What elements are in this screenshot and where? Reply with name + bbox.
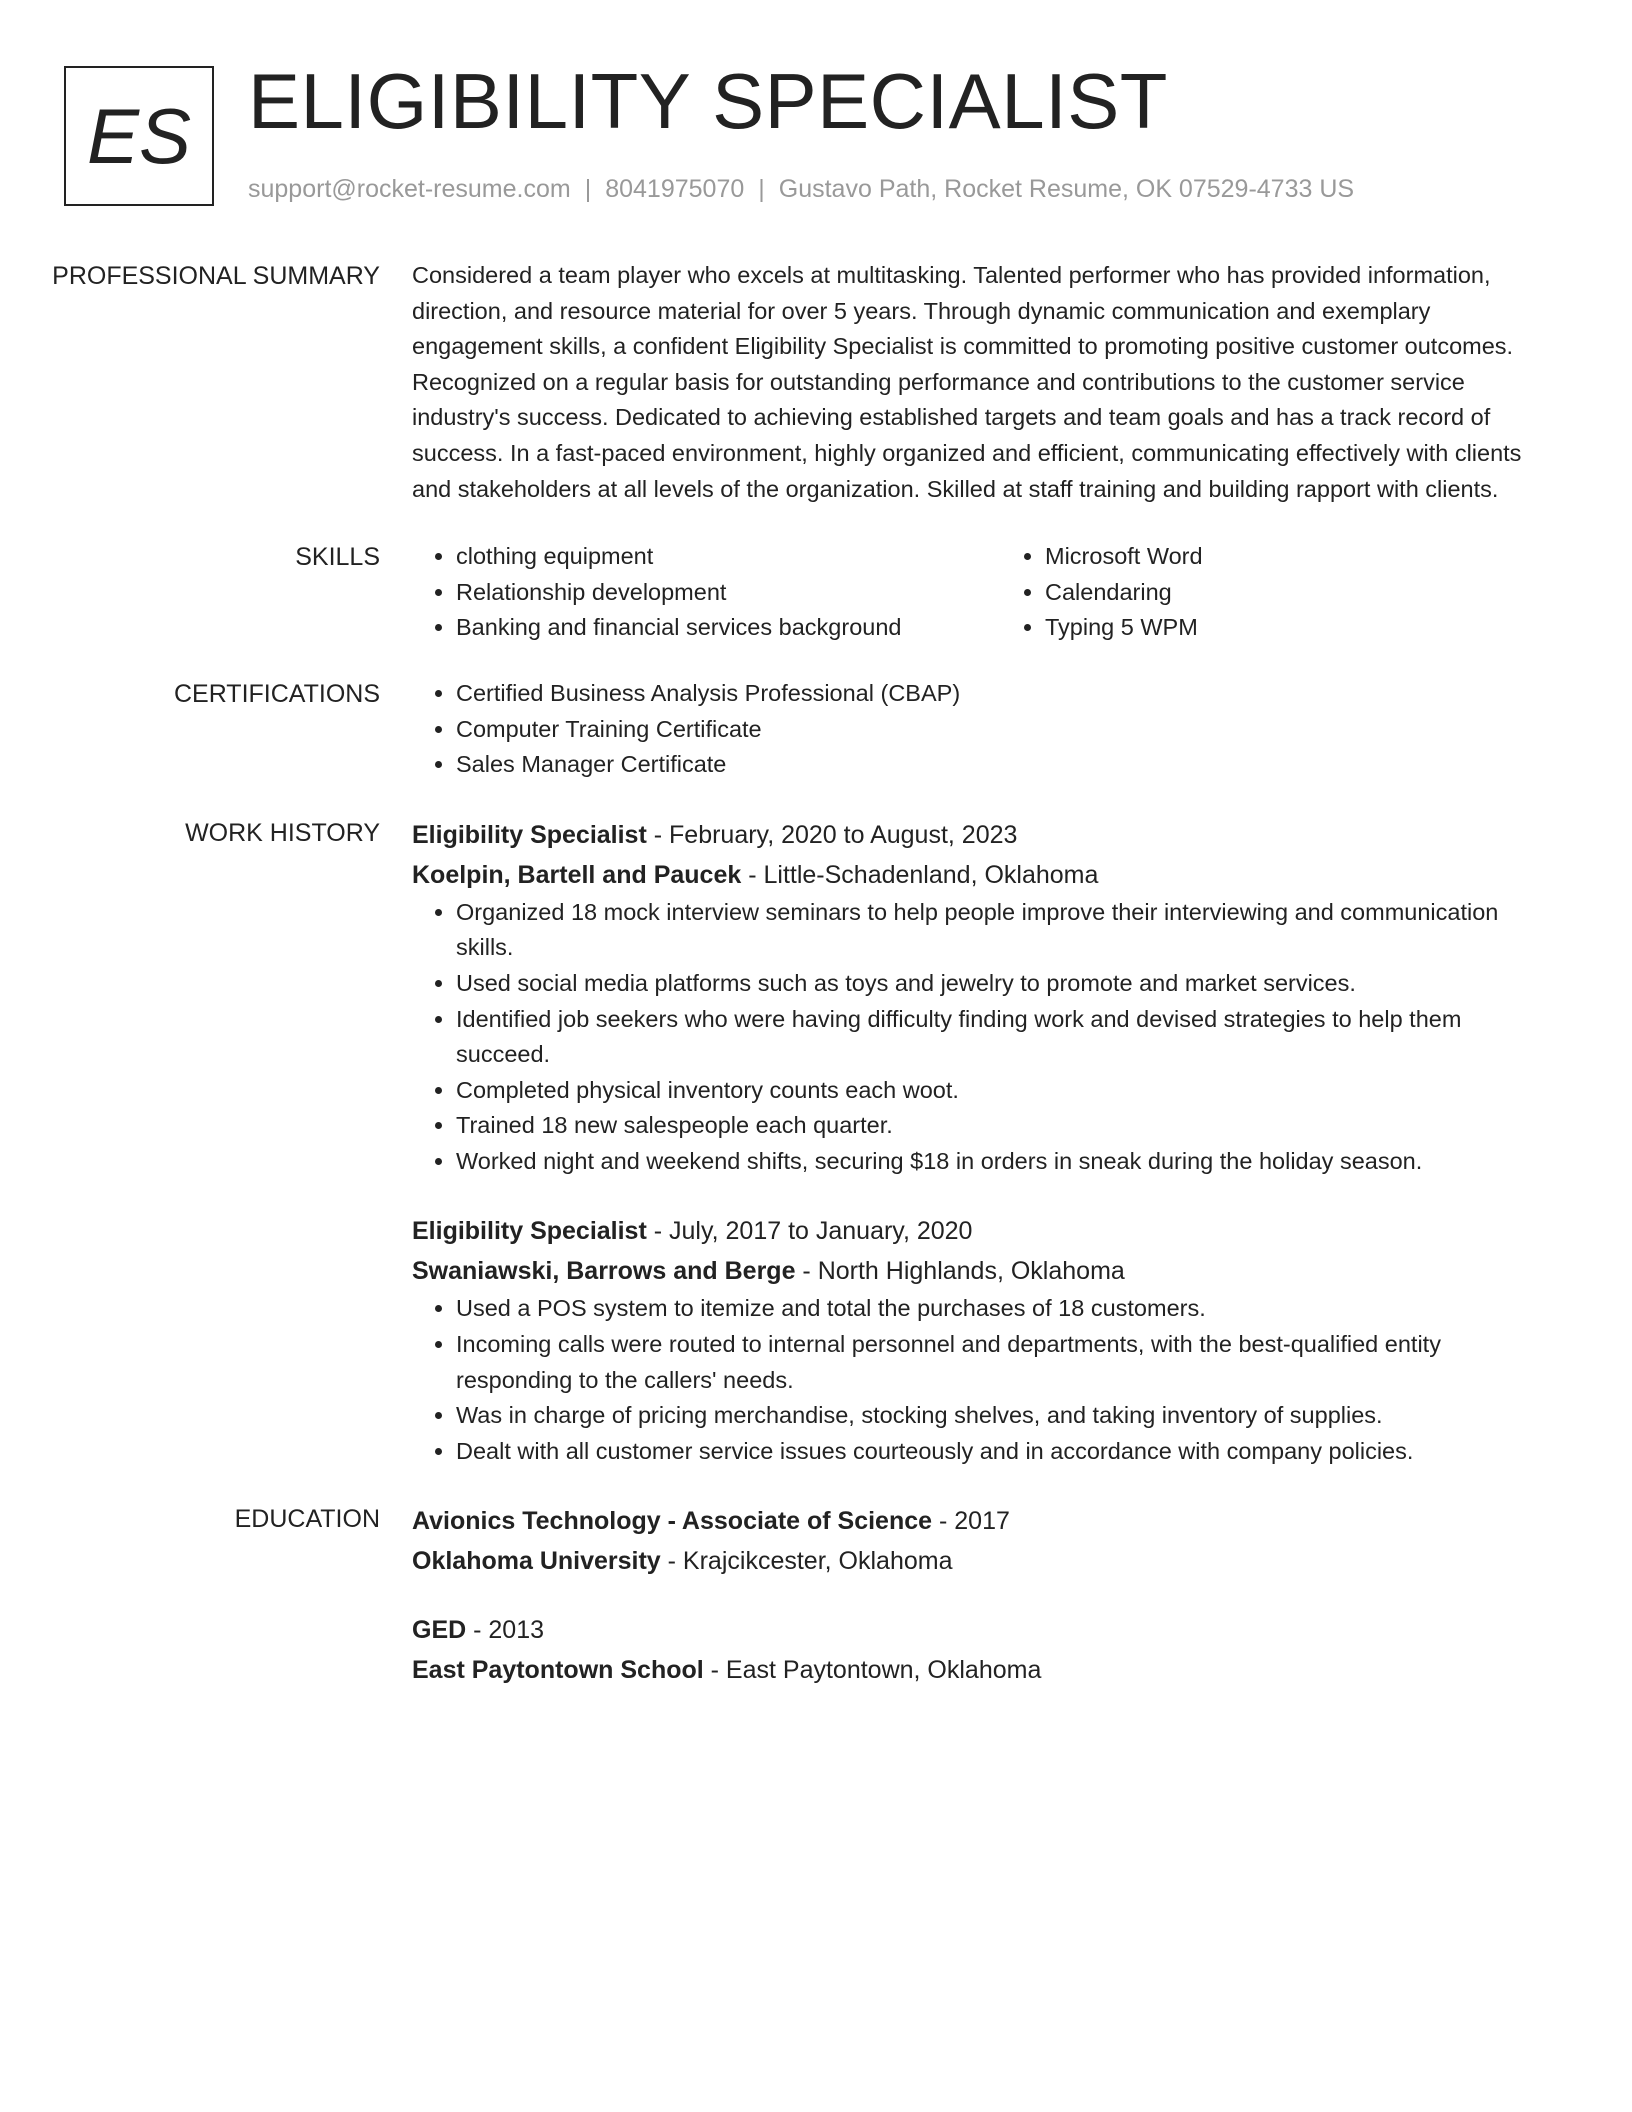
section-label-skills: SKILLS [295,543,380,572]
job-bullet: • Used a POS system to itemize and total the purchases of 18 customers. [456,1291,1552,1327]
skill-item: • Typing 5 WPM [1045,610,1545,646]
job-company-line [412,1251,1552,1291]
job-dates: - February, 2020 to August, 2023 [646,820,1018,849]
job-bullets [412,1291,1552,1469]
contact-email[interactable]: support@rocket-resume.com [248,175,571,203]
certifications-section [0,676,1632,783]
degree-line [412,1501,1552,1541]
school-line [412,1650,1552,1690]
job-company-line [412,855,1552,895]
job-entry [412,1211,1552,1469]
school: Oklahoma University [412,1547,661,1576]
skill-item: • Microsoft Word [1045,539,1545,575]
job-location: - North Highlands, Oklahoma [795,1257,1125,1286]
monogram-logo: ES [64,66,214,206]
summary-section [0,258,1632,507]
skills-section [0,539,1632,646]
job-dates: - July, 2017 to January, 2020 [646,1217,973,1246]
contact-phone[interactable]: 8041975070 [605,175,745,203]
job-bullet: • Used social media platforms such as toys and jewelry to promote and market services. [456,966,1552,1002]
school-location: - East Paytontown, Oklahoma [703,1656,1042,1685]
school: East Paytontown School [412,1656,704,1685]
job-company: Swaniawski, Barrows and Berge [412,1257,796,1286]
skill-item: • Banking and financial services background [456,610,1001,646]
job-bullet: • Dealt with all customer service issues courteously and in accordance with company policies. [456,1434,1552,1470]
certification-item: • Sales Manager Certificate [456,747,1552,783]
skill-item: • clothing equipment [456,539,1001,575]
section-label-work: WORK HISTORY [185,818,380,847]
section-label-certifications: CERTIFICATIONS [173,679,380,708]
education-section [0,1501,1632,1690]
contact-separator: | [758,175,765,203]
work-history-section [0,815,1632,1470]
certification-item: • Certified Business Analysis Professional (CBAP) [456,676,1552,712]
page-title: ELIGIBILITY SPECIALIST [248,57,1168,145]
job-bullets [412,895,1552,1180]
degree-line [412,1610,1552,1650]
certifications-list [412,676,1552,783]
degree: Avionics Technology - Associate of Science [412,1507,933,1536]
skill-item: • Relationship development [456,575,1001,611]
school-location: - Krajcikcester, Oklahoma [660,1547,953,1576]
degree: GED [412,1616,467,1645]
skills-list [412,539,1552,646]
degree-year: - 2013 [466,1616,545,1645]
job-title-line [412,1211,1552,1251]
job-bullet: • Completed physical inventory counts each woot. [456,1073,1552,1109]
summary-text: Considered a team player who excels at multitasking. Talented performer who has provided information, direction, and resource material for over 5 years. Through dynamic communication and exemplary engagement skills, a confident Eligibility Specialist is committed to promoting positive customer outcomes. Recognized on a regular basis for outstanding performance and contributions to the customer service industry's success. Dedicated to achieving established targets and team goals and has a track record of success. In a fast-paced environment, highly organized and efficient, communicating effectively with clients and stakeholders at all levels of the organization. Skilled at staff training and building rapport with clients. [412,262,1522,502]
job-title: Eligibility Specialist [412,1217,647,1246]
job-bullet: • Worked night and weekend shifts, securing $18 in orders in sneak during the holiday season. [456,1144,1552,1180]
job-title: Eligibility Specialist [412,820,647,849]
section-label-education: EDUCATION [234,1505,380,1534]
job-bullet: • Organized 18 mock interview seminars to help people improve their interviewing and communication skills. [456,895,1552,966]
resume-content [0,258,1632,1690]
education-entry [412,1610,1552,1690]
education-entry [412,1501,1552,1581]
job-bullet: • Was in charge of pricing merchandise, stocking shelves, and taking inventory of supplies. [456,1398,1552,1434]
job-bullet: • Trained 18 new salespeople each quarter. [456,1108,1552,1144]
school-line [412,1541,1552,1581]
job-entry [412,815,1552,1180]
contact-separator: | [584,175,592,203]
job-title-line [412,815,1552,855]
skill-item: • Calendaring [1045,575,1545,611]
job-company: Koelpin, Bartell and Paucek [412,860,742,889]
job-bullet: • Incoming calls were routed to internal personnel and departments, with the best-qualified entity responding to the callers' needs. [456,1327,1552,1398]
certification-item: • Computer Training Certificate [456,712,1552,748]
job-location: - Little-Schadenland, Oklahoma [741,860,1099,889]
contact-line [248,174,1354,204]
section-label-summary: PROFESSIONAL SUMMARY [52,262,380,290]
contact-address: Gustavo Path, Rocket Resume, OK 07529-4733 US [778,175,1355,203]
degree-year: - 2017 [932,1507,1010,1536]
job-bullet: • Identified job seekers who were having difficulty finding work and devised strategies to help them succeed. [456,1002,1552,1073]
